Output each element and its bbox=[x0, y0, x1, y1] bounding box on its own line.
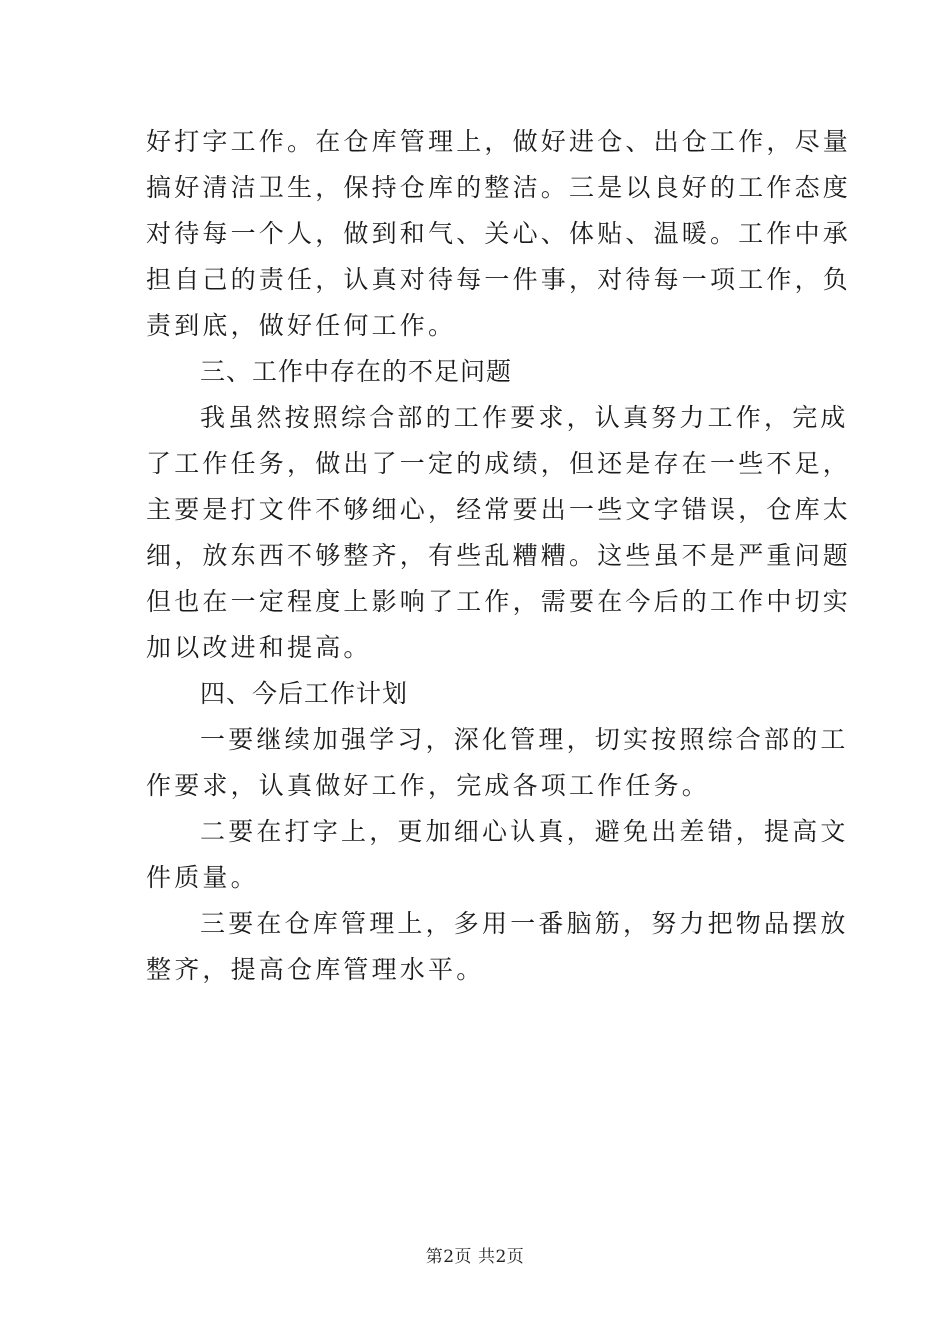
paragraph-line: 加以改进和提高。 bbox=[146, 633, 372, 662]
paragraph-line: 细，放东西不够整齐，有些乱糟糟。这些虽不是严重问题 bbox=[146, 541, 852, 570]
paragraph-line: 了工作任务，做出了一定的成绩，但还是存在一些不足， bbox=[146, 449, 852, 478]
section-heading-future-plan: 四、今后工作计划 bbox=[200, 679, 409, 708]
plan-item-line: 件质量。 bbox=[146, 863, 259, 892]
paragraph-line: 我虽然按照综合部的工作要求，认真努力工作，完成 bbox=[200, 403, 849, 432]
paragraph-line: 对待每一个人，做到和气、关心、体贴、温暖。工作中承 bbox=[146, 219, 852, 248]
plan-item-line: 作要求，认真做好工作，完成各项工作任务。 bbox=[146, 771, 711, 800]
paragraph-line: 好打字工作。在仓库管理上，做好进仓、出仓工作，尽量 bbox=[146, 127, 852, 156]
paragraph-line: 但也在一定程度上影响了工作，需要在今后的工作中切实 bbox=[146, 587, 852, 616]
document-body bbox=[146, 119, 852, 993]
plan-item-line: 整齐，提高仓库管理水平。 bbox=[146, 955, 485, 984]
section-heading-shortcomings: 三、工作中存在的不足问题 bbox=[200, 357, 513, 386]
paragraph-line: 责到底，做好任何工作。 bbox=[146, 311, 457, 340]
paragraph-line: 主要是打文件不够细心，经常要出一些文字错误，仓库太 bbox=[146, 495, 852, 524]
plan-item-line: 三要在仓库管理上，多用一番脑筋，努力把物品摆放 bbox=[200, 909, 849, 938]
plan-item-line: 二要在打字上，更加细心认真，避免出差错，提高文 bbox=[200, 817, 849, 846]
plan-item-line: 一要继续加强学习，深化管理，切实按照综合部的工 bbox=[200, 725, 849, 754]
paragraph-line: 担自己的责任，认真对待每一件事，对待每一项工作，负 bbox=[146, 265, 852, 294]
paragraph-line: 搞好清洁卫生，保持仓库的整洁。三是以良好的工作态度 bbox=[146, 173, 852, 202]
page-number-footer: 第2页 共2页 bbox=[425, 1247, 525, 1267]
